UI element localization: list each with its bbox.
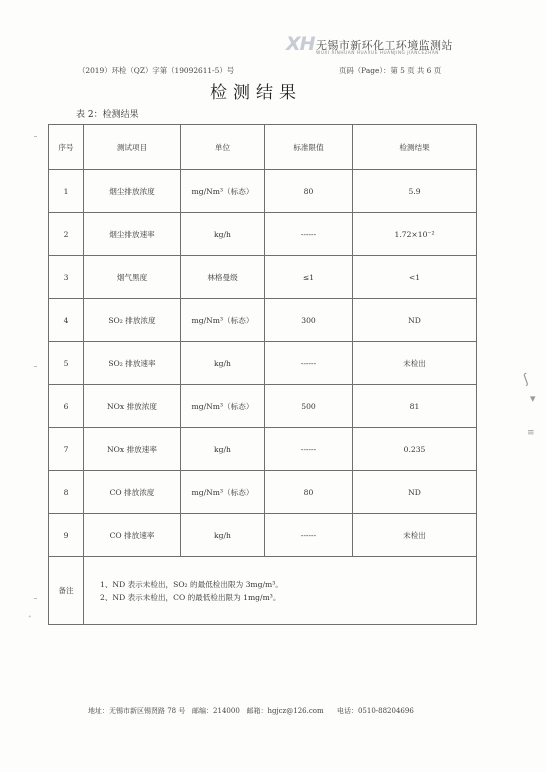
margin-tick [34, 598, 37, 599]
scan-artifact: ≡ [527, 428, 535, 438]
cell-no: 3 [49, 256, 84, 299]
cell-limit: 80 [265, 170, 353, 213]
cell-item: CO 排放浓度 [84, 471, 181, 514]
cell-unit: mg/Nm³（标态） [181, 299, 265, 342]
cell-result: 81 [353, 385, 477, 428]
header-cell-result: 检测结果 [353, 125, 477, 170]
cell-result: ND [353, 471, 477, 514]
header-cell-unit: 单位 [181, 125, 265, 170]
header-cell-limit: 标准限值 [265, 125, 353, 170]
cell-no: 5 [49, 342, 84, 385]
organization-name: 无锡市新环化工环境监测站 [316, 39, 453, 52]
cell-no: 4 [49, 299, 84, 342]
table-row [49, 342, 477, 385]
cell-item: NOx 排放速率 [84, 428, 181, 471]
cell-no: 9 [49, 514, 84, 557]
cell-result: ND [353, 299, 477, 342]
notes-label: 备注 [49, 557, 84, 625]
cell-limit: 500 [265, 385, 353, 428]
cell-no: 2 [49, 213, 84, 256]
cell-result: 1.72×10⁻² [353, 213, 477, 256]
table-row [49, 256, 477, 299]
table-caption: 表 2：检测结果 [76, 110, 139, 120]
table-row [49, 428, 477, 471]
cell-limit: ------ [265, 342, 353, 385]
cell-result: 0.235 [353, 428, 477, 471]
margin-tick [34, 366, 37, 367]
margin-tick [34, 136, 37, 137]
table-row [49, 299, 477, 342]
cell-unit: mg/Nm³（标态） [181, 385, 265, 428]
table-row [49, 471, 477, 514]
cell-limit: 80 [265, 471, 353, 514]
table-header-row [49, 125, 477, 170]
cell-limit: ------ [265, 213, 353, 256]
cell-no: 7 [49, 428, 84, 471]
header-cell-no: 序号 [49, 125, 84, 170]
cell-unit: mg/Nm³（标态） [181, 170, 265, 213]
scan-artifact: ʃ [521, 371, 531, 388]
page-info: 页码（Page）：第 5 页 共 6 页 [339, 66, 442, 75]
cell-item: 烟尘排放速率 [84, 213, 181, 256]
cell-result: <1 [353, 256, 477, 299]
cell-item: NOx 排放浓度 [84, 385, 181, 428]
cell-unit: kg/h [181, 213, 265, 256]
cell-limit: ≤1 [265, 256, 353, 299]
table-row [49, 170, 477, 213]
note-line: 2、ND 表示未检出，CO 的最低检出限为 1mg/m³。 [100, 592, 281, 602]
cell-unit: mg/Nm³（标态） [181, 471, 265, 514]
report-number: （2019）环检（QZ）字第（19092611-5）号 [78, 66, 235, 75]
footer-email: 邮箱：hgjcz@126.com [246, 707, 324, 715]
notes-content [84, 557, 477, 625]
cell-limit: 300 [265, 299, 353, 342]
cell-result: 未检出 [353, 342, 477, 385]
cell-item: 烟气黑度 [84, 256, 181, 299]
organization-name-en: WUXI XINHUAN HUAXUE HUANJING JIANCEZHAN [316, 51, 439, 56]
cell-no: 8 [49, 471, 84, 514]
table-row [49, 385, 477, 428]
margin-dot: • [28, 614, 32, 621]
footer-postcode: 邮编：214000 [192, 707, 240, 715]
footer [88, 706, 414, 716]
cell-no: 6 [49, 385, 84, 428]
results-table [48, 124, 477, 625]
cell-result: 5.9 [353, 170, 477, 213]
cell-limit: ------ [265, 514, 353, 557]
cell-limit: ------ [265, 428, 353, 471]
cell-unit: kg/h [181, 514, 265, 557]
cell-item: CO 排放速率 [84, 514, 181, 557]
footer-address: 地址：无锡市新区锡贤路 78 号 [88, 707, 186, 715]
page-title: 检测结果 [210, 83, 302, 103]
cell-unit: kg/h [181, 428, 265, 471]
logo-mark: XH [286, 33, 315, 55]
footer-phone: 电话：0510-88204696 [336, 707, 414, 715]
cell-result: 未检出 [353, 514, 477, 557]
note-line: 1、ND 表示未检出，SO₂ 的最低检出限为 3mg/m³。 [100, 579, 283, 589]
cell-item: SO₂ 排放浓度 [84, 299, 181, 342]
cell-item: SO₂ 排放速率 [84, 342, 181, 385]
table-row [49, 514, 477, 557]
cell-unit: 林格曼级 [181, 256, 265, 299]
notes-row [49, 557, 477, 625]
header-cell-item: 测试项目 [84, 125, 181, 170]
table-row [49, 213, 477, 256]
cell-no: 1 [49, 170, 84, 213]
cell-item: 烟尘排放浓度 [84, 170, 181, 213]
cell-unit: kg/h [181, 342, 265, 385]
scan-artifact: ▾ [530, 392, 536, 405]
